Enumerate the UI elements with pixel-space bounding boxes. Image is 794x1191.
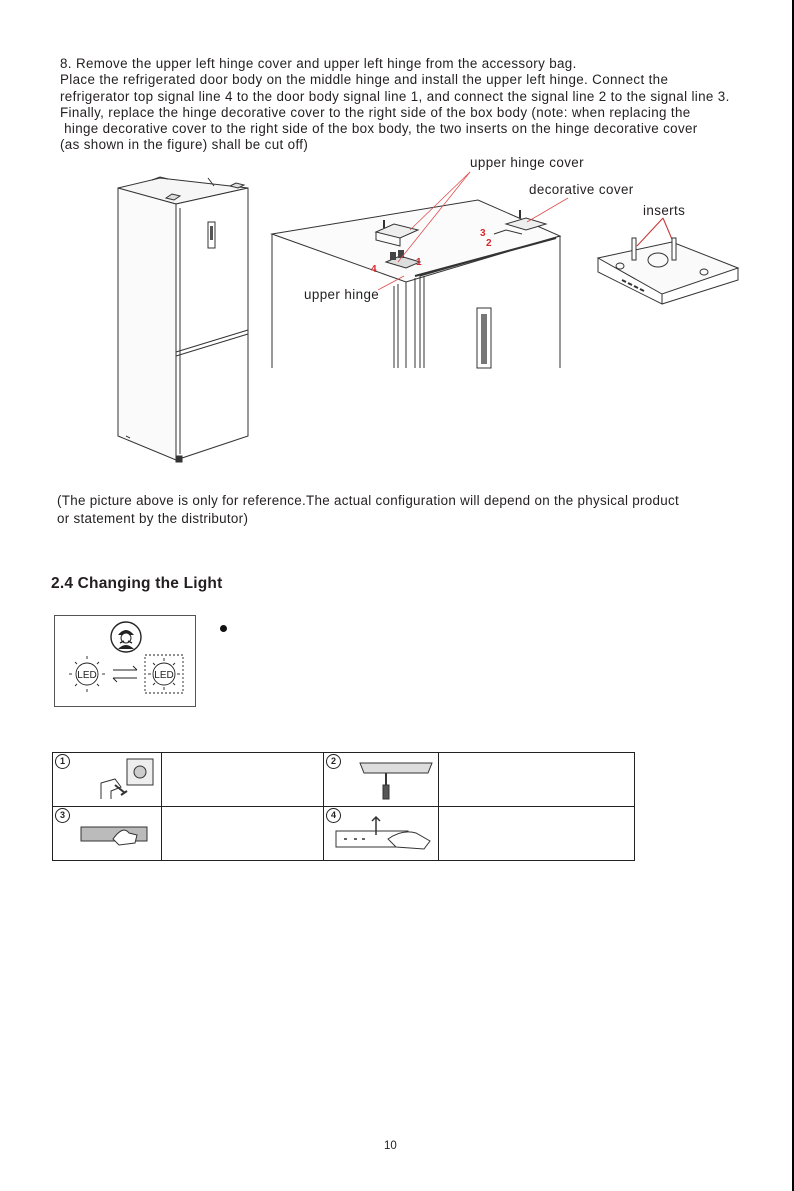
step-2-image-cell xyxy=(324,753,439,807)
step-2-screwdriver-illustration xyxy=(330,757,434,803)
signal-number-4: 4 xyxy=(371,264,377,275)
signal-number-3: 3 xyxy=(480,228,486,239)
led-label-right: LED xyxy=(154,670,174,681)
label-inserts: inserts xyxy=(643,203,686,218)
reference-note-line: (The picture above is only for reference.The actual configuration will depend on the physical product xyxy=(57,493,680,508)
step-1-unplug-illustration xyxy=(97,757,157,803)
step-8-line: Place the refrigerated door body on the middle hinge and install the upper left hinge. Connect the xyxy=(60,72,669,88)
step-number-4: 4 xyxy=(326,808,341,823)
step-3-remove-cover-illustration xyxy=(79,817,159,853)
step-4-image-cell xyxy=(324,807,439,861)
step-4-replace-led-illustration xyxy=(332,811,436,859)
step-8-line: Finally, replace the hinge decorative cover to the right side of the box body (note: when replacing the xyxy=(60,104,691,120)
label-decorative-cover: decorative cover xyxy=(529,182,634,197)
step-1-text-cell xyxy=(162,753,324,807)
step-2-text-cell xyxy=(439,753,635,807)
callout-leader-lines xyxy=(0,0,794,400)
step-8-line: (as shown in the figure) shall be cut off) xyxy=(60,137,309,153)
reference-note-line: or statement by the distributor) xyxy=(57,511,249,526)
reference-note xyxy=(57,492,679,528)
step-4-text-cell xyxy=(439,807,635,861)
step-number-3: 3 xyxy=(55,808,70,823)
step-number-2: 2 xyxy=(326,754,341,769)
service-technician-icon xyxy=(110,621,142,653)
led-replacement-icon-box xyxy=(54,615,196,707)
led-swap-graphic xyxy=(63,654,193,694)
label-upper-hinge-cover: upper hinge cover xyxy=(470,155,584,170)
step-8-line: hinge decorative cover to the right side of the box body, the two inserts on the hinge decorative cover xyxy=(60,121,698,137)
step-8-line: refrigerator top signal line 4 to the door body signal line 1, and connect the signal line 2 to the signal line 3. xyxy=(60,88,730,104)
signal-number-2: 2 xyxy=(486,238,492,249)
section-title: 2.4 Changing the Light xyxy=(51,575,223,592)
bullet-point xyxy=(220,625,227,632)
light-change-steps-table xyxy=(52,752,635,861)
led-label-left: LED xyxy=(77,670,97,681)
signal-number-1: 1 xyxy=(416,257,422,268)
label-upper-hinge: upper hinge xyxy=(304,287,380,302)
step-8-line: 8. Remove the upper left hinge cover and upper left hinge from the accessory bag. xyxy=(60,56,577,71)
decorative-cover-inserts-illustration xyxy=(592,228,742,308)
step-3-text-cell xyxy=(162,807,324,861)
page-number: 10 xyxy=(384,1140,397,1152)
step-3-image-cell xyxy=(53,807,162,861)
step-number-1: 1 xyxy=(55,754,70,769)
step-1-image-cell xyxy=(53,753,162,807)
